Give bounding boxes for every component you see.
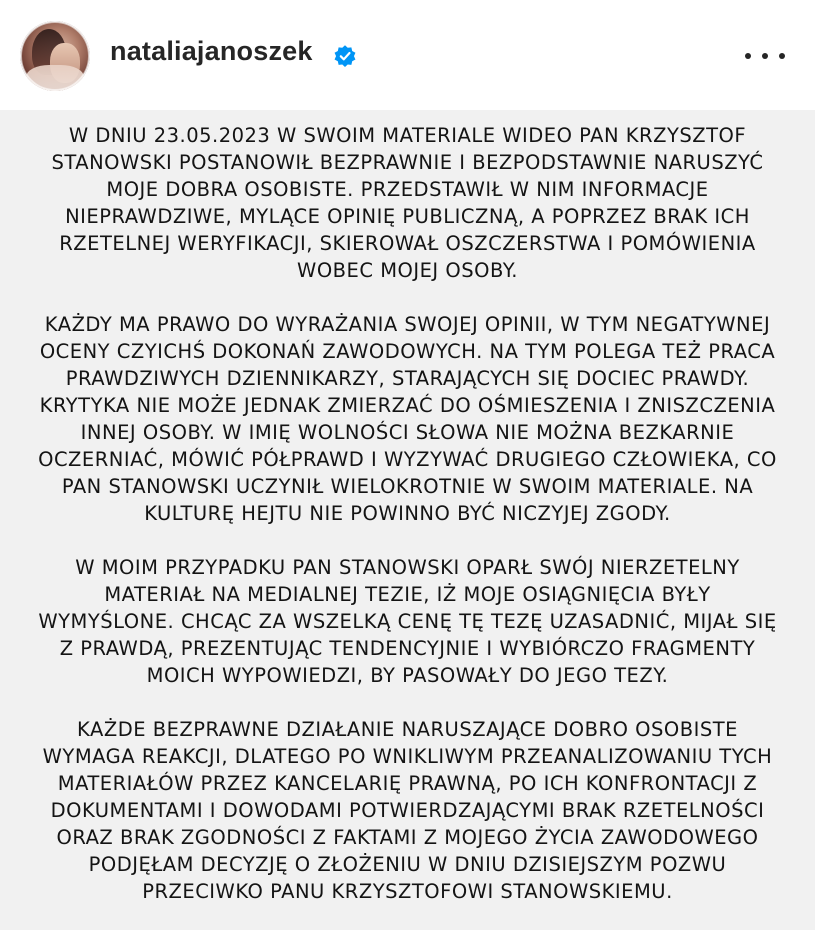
avatar-ring <box>20 21 90 91</box>
more-dot <box>762 53 768 59</box>
statement-paragraph: W DNIU 23.05.2023 W SWOIM MATERIALE WIDEO PAN KRZYSZTOF STANOWSKI POSTANOWIŁ BEZPRAWNIE I BEZPODSTAWNIE NARUSZYĆ MOJE DOBRA OSOBISTE. PRZEDSTAWIŁ W NIM INFORMACJE NIEPRAWDZIWE, MYLĄCE OPINIĘ PUBLICZNĄ, A POPRZEZ BRAK ICH RZETELNEJ WERYFIKACJI, SKIEROWAŁ OSZCZERSTWA I POMÓWIENIA WOBEC MOJEJ OSOBY. <box>51 124 764 282</box>
statement-paragraph: KAŻDY MA PRAWO DO WYRAŻANIA SWOJEJ OPINII, W TYM NEGATYWNEJ OCENY CZYICHŚ DOKONAŃ ZAWODOWYCH. NA TYM POLEGA TEŻ PRACA PRAWDZIWYCH DZIENNIKARZY, STARAJĄCYCH SIĘ DOCIEC PRAWDY. KRYTYKA NIE MOŻE JEDNAK ZMIERZAĆ DO OŚMIESZENIA I ZNISZCZENIA INNEJ OSOBY. W IMIĘ WOLNOŚCI SŁOWA NIE MOŻNA BEZKARNIE OCZERNIAĆ, MÓWIĆ PÓŁPRAWD I WYZYWAĆ DRUGIEGO CZŁOWIEKA, CO PAN STANOWSKI UCZYNIŁ WIELOKROTNIE W SWOIM MATERIALE. NA KULTURĘ HEJTU NIE POWINNO BYĆ NICZYJEJ ZGODY. <box>38 313 777 525</box>
more-options-icon[interactable] <box>745 44 785 68</box>
statement-paragraph: KAŻDE BEZPRAWNE DZIAŁANIE NARUSZAJĄCE DOBRO OSOBISTE WYMAGA REAKCJI, DLATEGO PO WNIKLIWYM PRZEANALIZOWANIU TYCH MATERIAŁÓW PRZEZ KANCELARIĘ PRAWNĄ, PO ICH KONFRONTACJI Z DOKUMENTAMI I DOWODAMI POTWIERDZAJĄCYMI BRAK RZETELNOŚCI ORAZ BRAK ZGODNOŚCI Z FAKTAMI Z MOJEGO ŻYCIA ZAWODOWEGO PODJĘŁAM DECYZJĘ O ZŁOŻENIU W DNIU DZISIEJSZYM POZWU PRZECIWKO PANU KRZYSZTOFOWI STANOWSKIEMU. <box>42 718 773 903</box>
avatar[interactable] <box>20 21 90 91</box>
statement-text <box>20 122 795 932</box>
username-link[interactable]: nataliajanoszek <box>110 36 313 66</box>
post-image[interactable] <box>0 110 815 930</box>
more-dot <box>779 53 785 59</box>
statement-paragraph: W MOIM PRZYPADKU PAN STANOWSKI OPARŁ SWÓJ NIERZETELNY MATERIAŁ NA MEDIALNEJ TEZIE, IŻ MOJE OSIĄGNIĘCIA BYŁY WYMYŚLONE. CHCĄC ZA WSZELKĄ CENĘ TĘ TEZĘ UZASADNIĆ, MIJAŁ SIĘ Z PRAWDĄ, PREZENTUJĄC TENDENCYJNIE I WYBIÓRCZO FRAGMENTY MOICH WYPOWIEDZI, BY PASOWAŁY DO JEGO TEZY. <box>38 556 777 687</box>
post-header <box>0 0 815 110</box>
verified-badge-icon <box>333 44 357 68</box>
more-dot <box>745 53 751 59</box>
